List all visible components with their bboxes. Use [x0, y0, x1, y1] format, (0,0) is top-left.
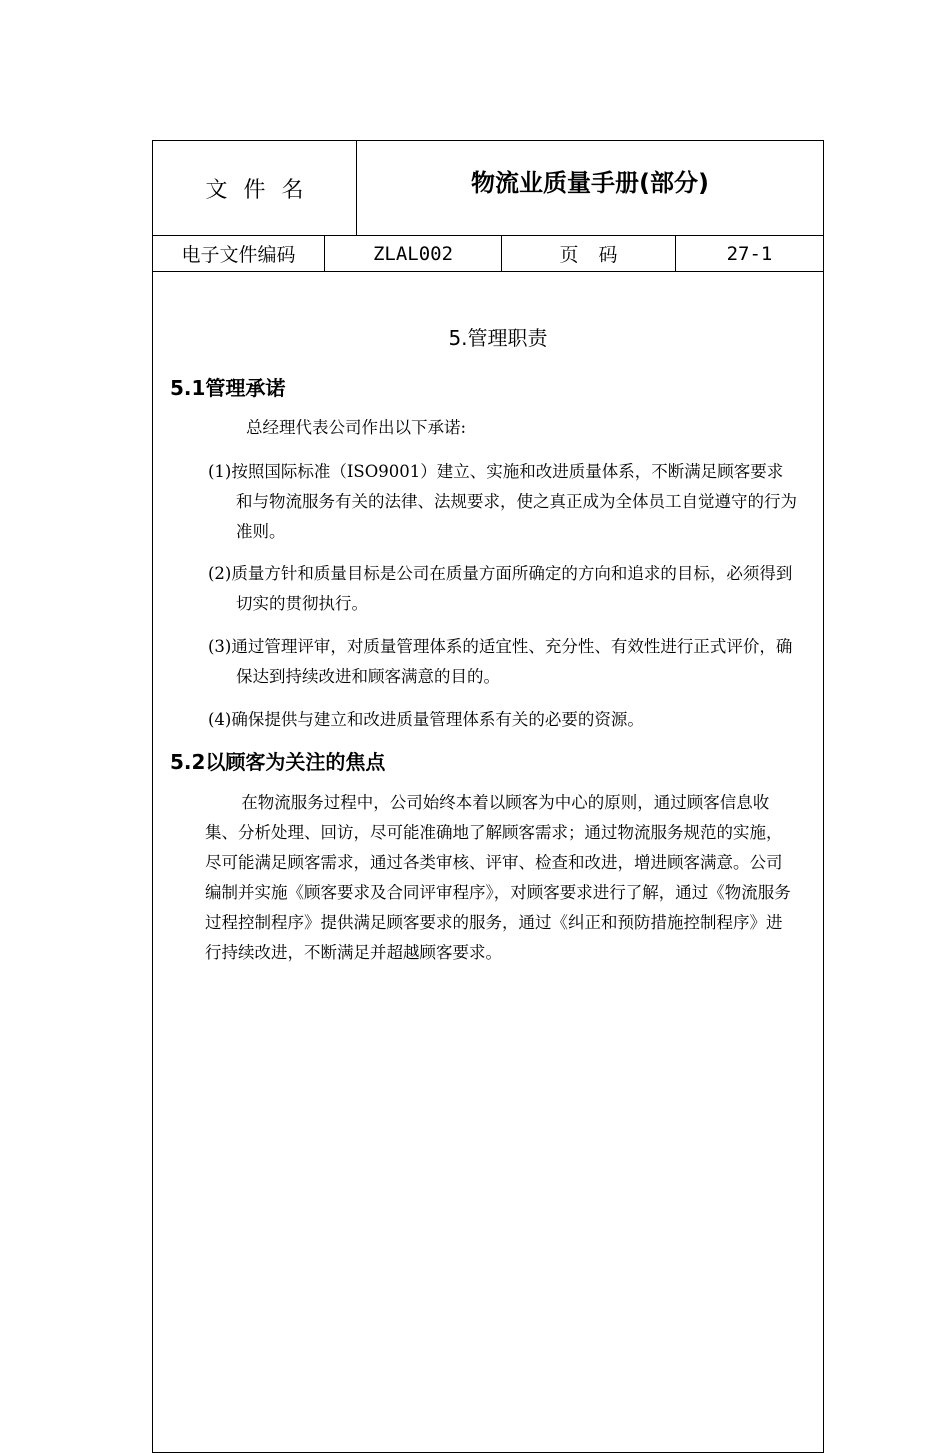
customer-focus-body: 在物流服务过程中，公司始终本着以顾客为中心的原则，通过顾客信息收集、分析处理、回访，尽可能准确地了解顾客需求；通过物流服务规范的实施，尽可能满足顾客需求，通过各类审核、评审、检查和改进，增进顾客满意。公司编制并实施《顾客要求及合同评审程序》，对顾客要求进行了解，通过《物流服务过程控制程序》提供满足顾客要求的服务，通过《纠正和预防措施控制程序》进行持续改进，不断满足并超越顾客要求。 — [205, 793, 791, 962]
header-row-title — [153, 141, 823, 236]
commitment-intro: 总经理代表公司作出以下承诺: — [246, 418, 467, 437]
heading-5-2: 5.2以顾客为关注的焦点 — [170, 750, 386, 774]
code-label: 电子文件编码 — [153, 236, 325, 271]
commitment-item-2: (2)质量方针和质量目标是公司在质量方面所确定的方向和追求的目标，必须得到切实的贯彻执行。 — [208, 564, 793, 613]
page-value: 27-1 — [726, 242, 773, 265]
heading-5-1: 5.1管理承诺 — [170, 376, 286, 400]
commitment-item-1: (1)按照国际标准（ISO9001）建立、实施和改进质量体系，不断满足顾客要求和与物流服务有关的法律、法规要求，使之真正成为全体员工自觉遵守的行为准则。 — [208, 462, 797, 541]
section-title: 5.管理职责 — [448, 326, 548, 350]
commitment-item-4: (4)确保提供与建立和改进质量管理体系有关的必要的资源。 — [208, 710, 644, 729]
commitment-item-3: (3)通过管理评审，对质量管理体系的适宜性、充分性、有效性进行正式评价，确保达到持续改进和顾客满意的目的。 — [208, 637, 793, 686]
document-frame — [152, 140, 824, 1453]
document-title: 物流业质量手册(部分) — [471, 169, 709, 197]
header-row-code — [153, 236, 823, 272]
code-value: ZLAL002 — [325, 236, 502, 271]
page-label: 页码 — [502, 236, 676, 271]
file-name-label: 文件名 — [153, 141, 357, 235]
